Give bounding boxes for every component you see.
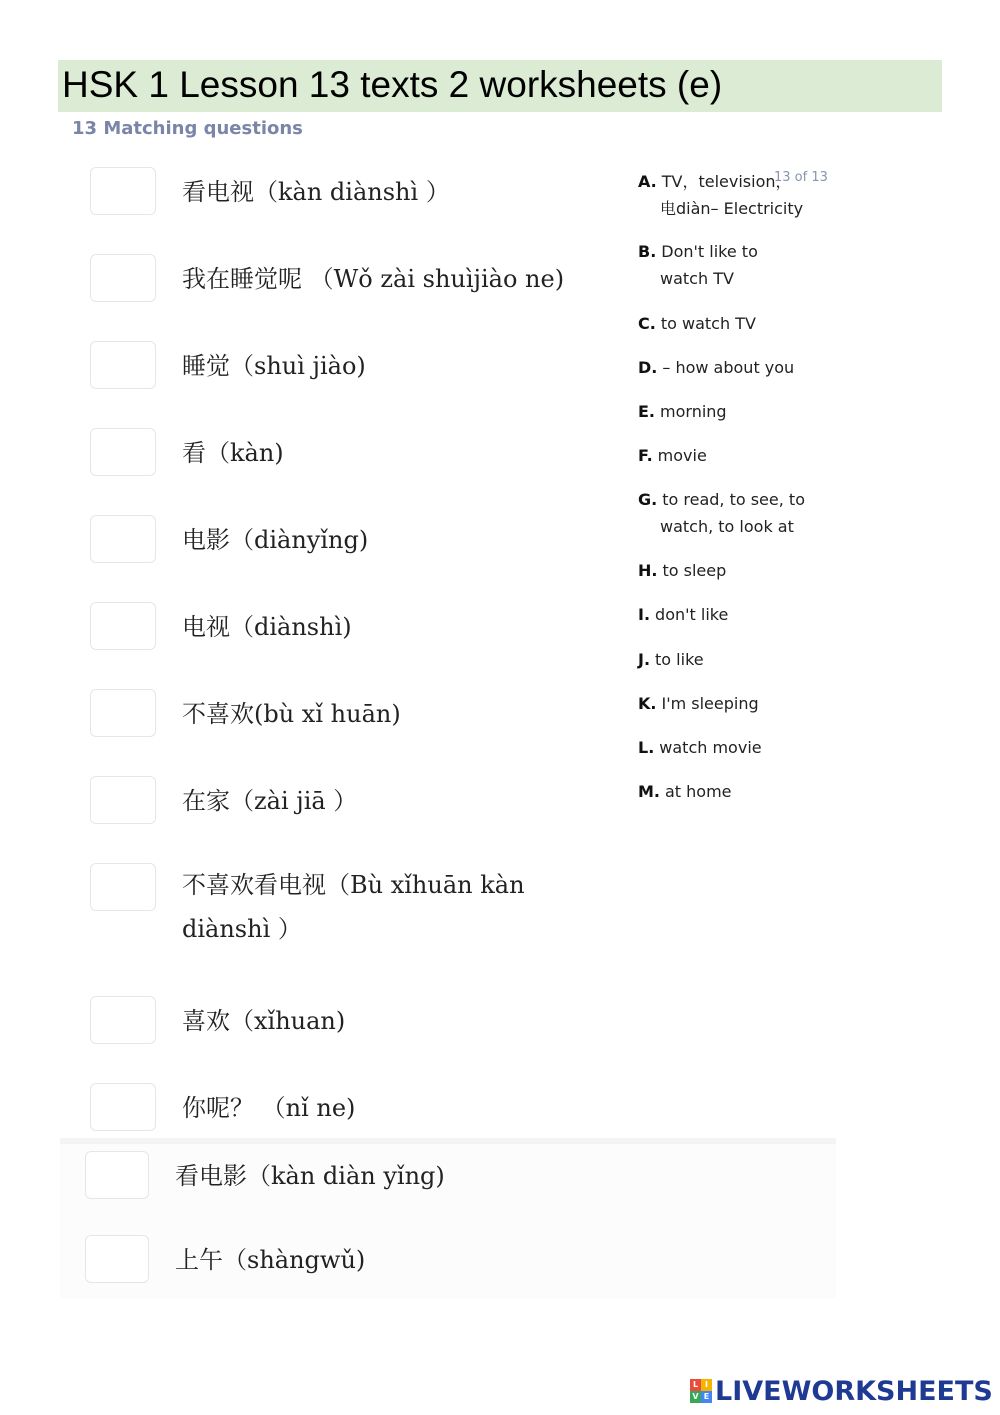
answer-option-e [638, 398, 727, 425]
option-text-line2: watch, to look at [660, 517, 794, 536]
option-text-line2: 电diàn– Electricity [660, 199, 804, 218]
option-letter: F. [638, 446, 653, 465]
option-letter: M. [638, 782, 660, 801]
answer-box-9[interactable] [90, 863, 156, 911]
answer-box-3[interactable] [90, 341, 156, 389]
answer-option-f [638, 442, 707, 469]
option-text: don't like [655, 605, 729, 624]
option-text: morning [660, 402, 727, 421]
question-11: 你呢？ （nǐ ne) [182, 1094, 356, 1122]
divider [60, 1138, 836, 1144]
answer-box-11[interactable] [90, 1083, 156, 1131]
answer-box-4[interactable] [90, 428, 156, 476]
answer-option-b [638, 238, 758, 292]
question-13: 上午（shàngwǔ) [175, 1246, 366, 1274]
question-4: 看（kàn) [182, 439, 284, 467]
question-6: 电视（diànshì) [182, 613, 352, 641]
option-text: to sleep [662, 561, 727, 580]
option-letter: K. [638, 694, 657, 713]
question-8: 在家（zài jiā ） [182, 787, 358, 815]
answer-option-d [638, 354, 794, 381]
option-letter: I. [638, 605, 651, 624]
question-3: 睡觉（shuì jiào) [182, 352, 366, 380]
option-letter: A. [638, 172, 657, 191]
question-10: 喜欢（xǐhuan) [182, 1007, 346, 1035]
title-bar [58, 60, 942, 112]
answer-box-5[interactable] [90, 515, 156, 563]
option-letter: H. [638, 561, 658, 580]
page-counter: 13 of 13 [774, 170, 828, 185]
page-title: HSK 1 Lesson 13 texts 2 worksheets (e) [62, 64, 723, 105]
option-letter: G. [638, 490, 658, 509]
answer-box-6[interactable] [90, 602, 156, 650]
option-letter: B. [638, 242, 657, 261]
logo-mark-icon: L I V E [690, 1379, 712, 1403]
question-5: 电影（diànyǐng) [182, 526, 369, 554]
option-letter: D. [638, 358, 658, 377]
answer-box-10[interactable] [90, 996, 156, 1044]
answer-box-8[interactable] [90, 776, 156, 824]
question-1: 看电视（kàn diànshì ） [182, 178, 450, 206]
section-label: 13 Matching questions [72, 118, 303, 139]
option-letter: E. [638, 402, 656, 421]
option-text: watch movie [659, 738, 762, 757]
option-text: TV，television， [661, 172, 792, 191]
answer-option-j [638, 646, 704, 673]
option-text: – how about you [662, 358, 795, 377]
answer-box-2[interactable] [90, 254, 156, 302]
answer-box-7[interactable] [90, 689, 156, 737]
answer-box-12[interactable] [85, 1151, 149, 1199]
option-letter: J. [638, 650, 651, 669]
option-text: to watch TV [660, 314, 756, 333]
answer-option-k [638, 690, 759, 717]
answer-option-h [638, 557, 726, 584]
answer-box-13[interactable] [85, 1235, 149, 1283]
question-2: 我在睡觉呢 （Wǒ zài shuìjiào ne) [182, 265, 565, 293]
logo-text: LIVEWORKSHEETS [715, 1375, 993, 1407]
question-12: 看电影（kàn diàn yǐng) [175, 1162, 445, 1190]
answer-option-i [638, 601, 728, 628]
question-9: 不喜欢看电视（Bù xǐhuān kàn diànshì ） [182, 871, 525, 943]
answer-option-m [638, 778, 732, 805]
answer-option-l [638, 734, 762, 761]
option-letter: C. [638, 314, 656, 333]
liveworksheets-logo [690, 1374, 993, 1408]
answer-box-1[interactable] [90, 167, 156, 215]
option-letter: L. [638, 738, 655, 757]
question-7: 不喜欢(bù xǐ huān) [182, 700, 401, 728]
option-text: movie [657, 446, 707, 465]
option-text: to read, to see, to [662, 490, 805, 509]
option-text-line2: watch TV [660, 269, 734, 288]
option-text: at home [665, 782, 732, 801]
option-text: I'm sleeping [661, 694, 759, 713]
answer-option-g [638, 486, 805, 540]
option-text: Don't like to [661, 242, 758, 261]
answer-option-c [638, 310, 756, 337]
option-text: to like [655, 650, 704, 669]
